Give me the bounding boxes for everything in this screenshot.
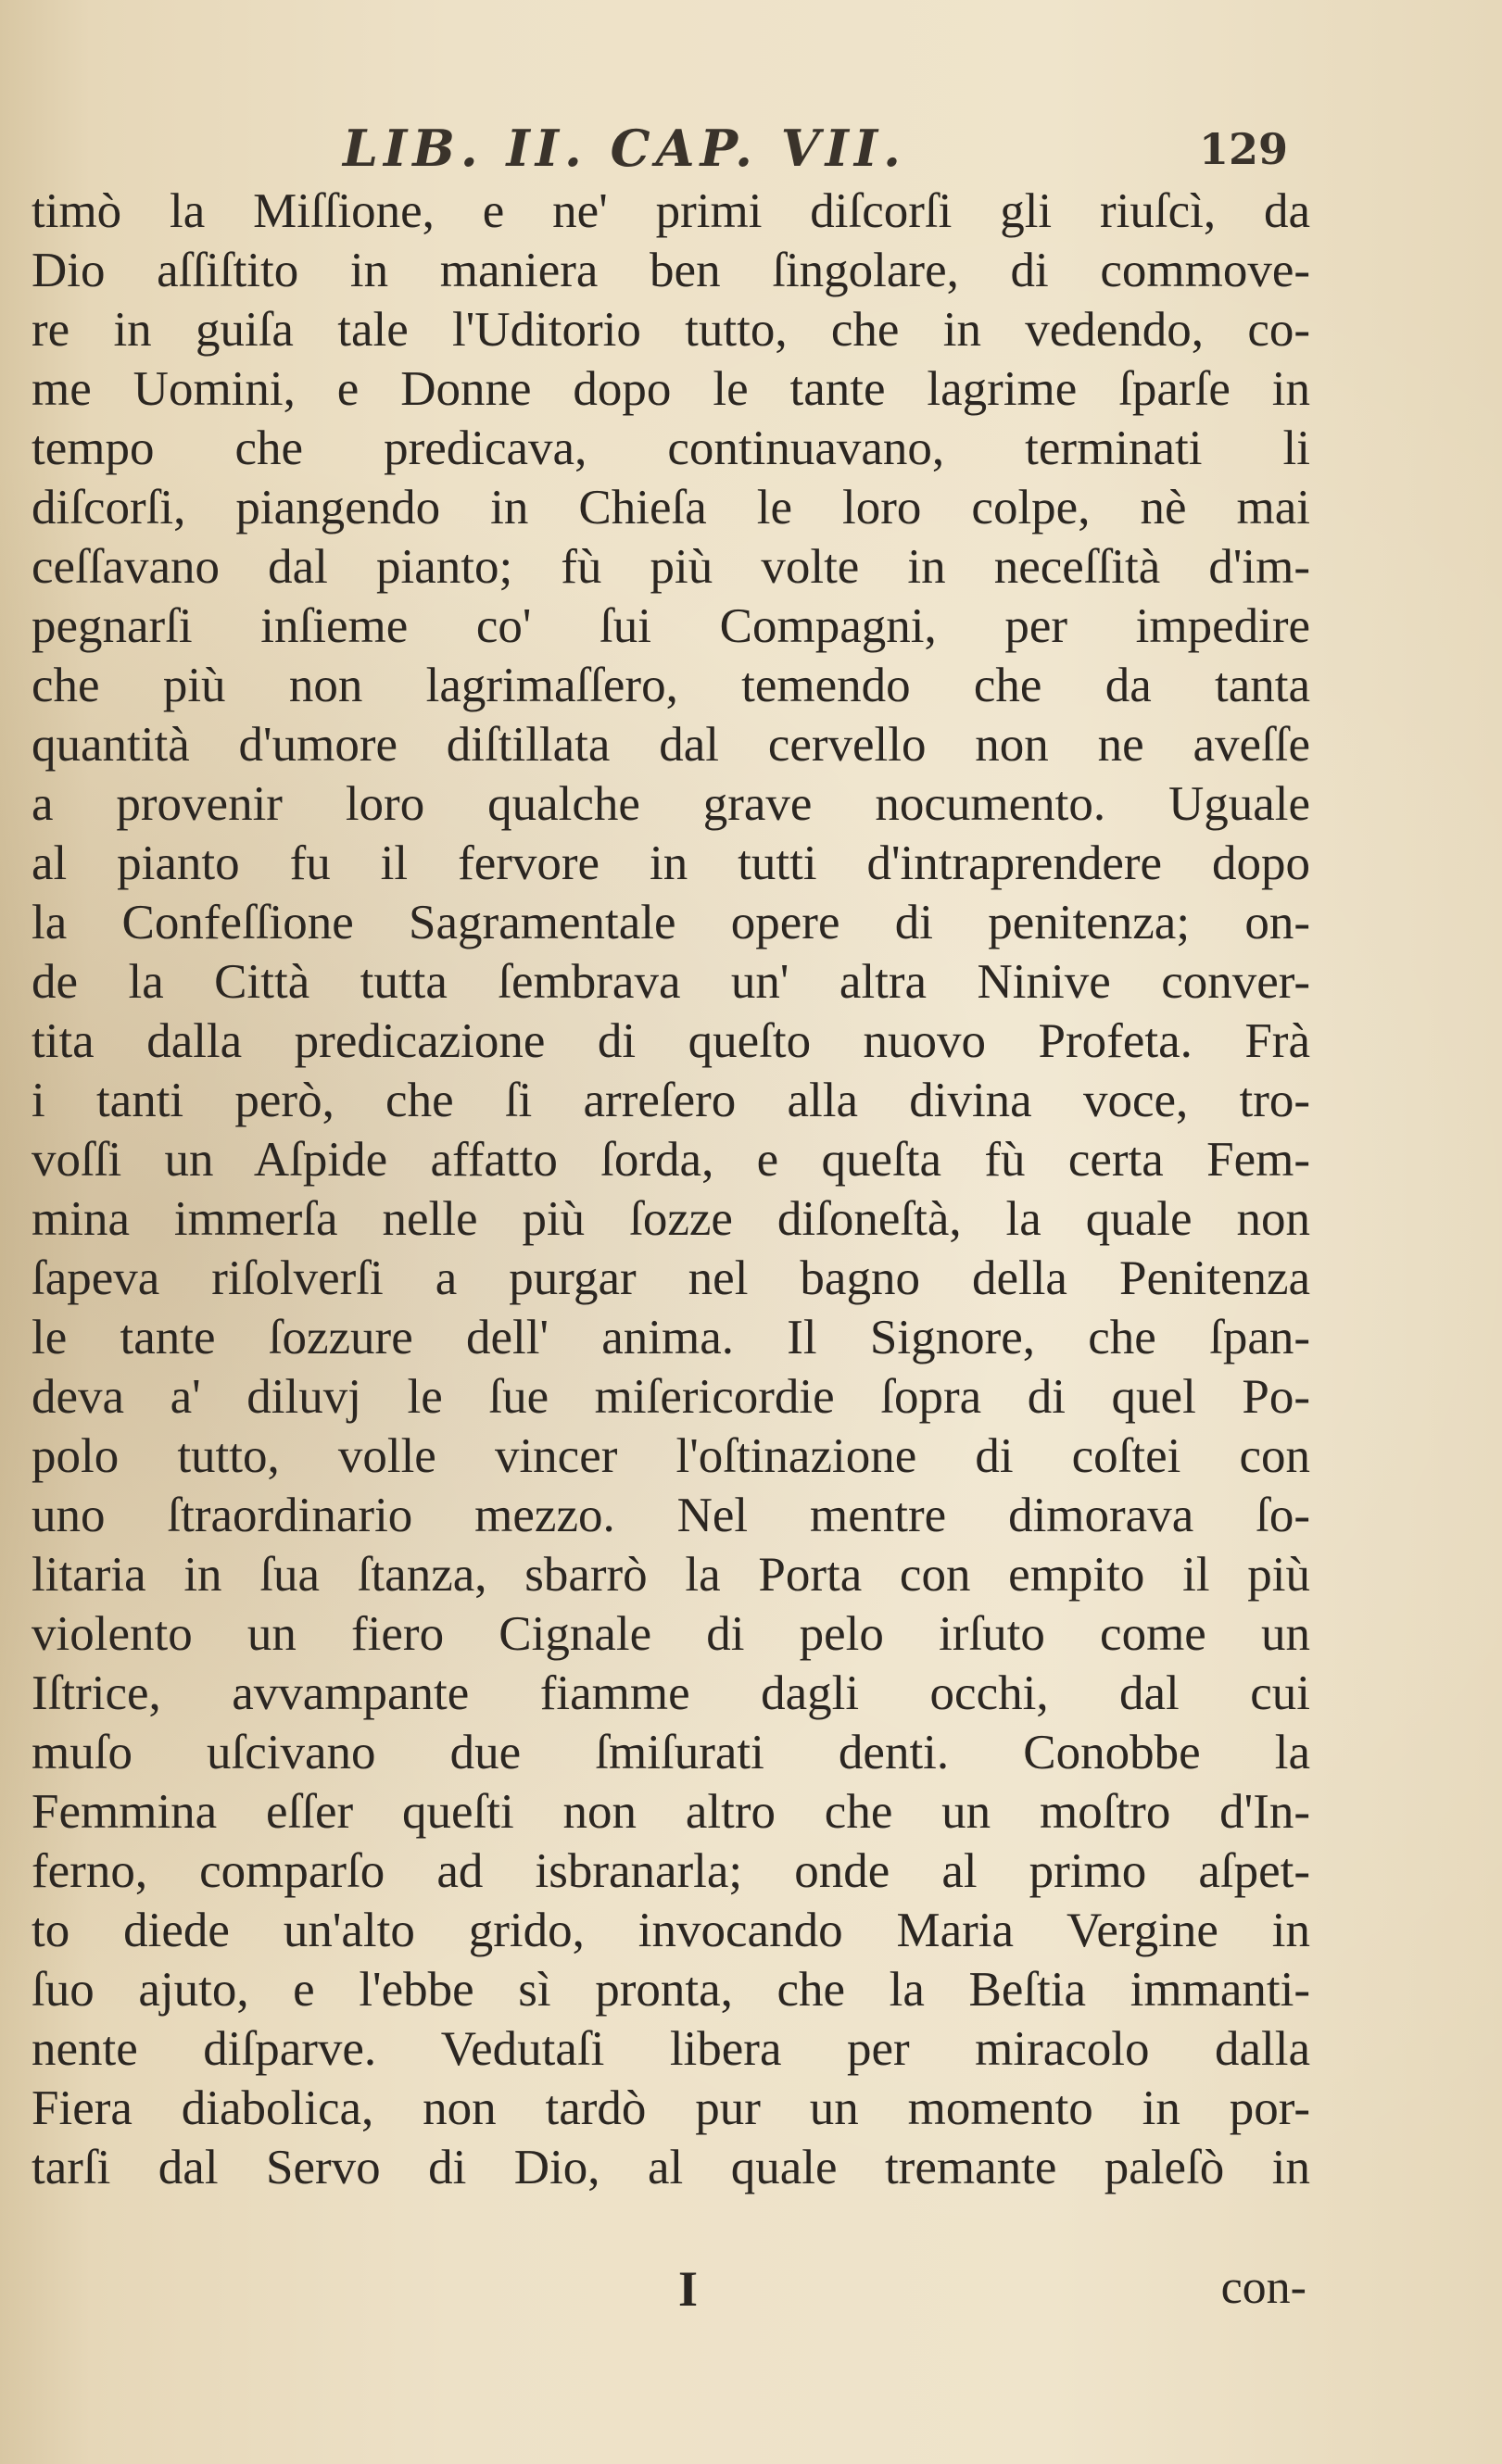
text-line: deva a' diluvj le ſue miſericordie ſopra di quel Po- (32, 1370, 1310, 1424)
text-line: ceſſavano dal pianto; fù più volte in neceſſità d'im- (32, 540, 1310, 594)
text-line: la Confeſſione Sagramentale opere di penitenza; on- (32, 896, 1310, 949)
text-line: re in guiſa tale l'Uditorio tutto, che in vedendo, co- (32, 303, 1310, 357)
text-line: voſſi un Aſpide affatto ſorda, e queſta fù certa Fem- (32, 1133, 1310, 1187)
body-text (32, 182, 1310, 2197)
text-line: timò la Miſſione, e ne' primi diſcorſi gli riuſcì, da (32, 184, 1310, 238)
text-line: ſuo ajuto, e l'ebbe sì pronta, che la Beſtia immanti- (32, 1963, 1310, 2017)
text-line: Femmina eſſer queſti non altro che un moſtro d'In- (32, 1785, 1310, 1839)
text-line: to diede un'alto grido, invocando Maria Vergine in (32, 1904, 1310, 1957)
text-line: litaria in ſua ſtanza, sbarrò la Porta con empito il più (32, 1548, 1310, 1602)
text-line: quantità d'umore diſtillata dal cervello non ne aveſſe (32, 718, 1310, 772)
text-line: ferno, comparſo ad isbranarla; onde al primo aſpet- (32, 1844, 1310, 1898)
text-line: Fiera diabolica, non tardò pur un momento in por- (32, 2081, 1310, 2135)
text-line: che più non lagrimaſſero, temendo che da tanta (32, 659, 1310, 712)
text-line: pegnarſi inſieme co' ſui Compagni, per impedire (32, 599, 1310, 653)
text-line: tita dalla predicazione di queſto nuovo Profeta. Frà (32, 1014, 1310, 1068)
text-line: polo tutto, volle vincer l'oſtinazione di coſtei con (32, 1429, 1310, 1483)
text-line: a provenir loro qualche grave nocumento. Uguale (32, 777, 1310, 831)
text-line: uno ſtraordinario mezzo. Nel mentre dimorava ſo- (32, 1489, 1310, 1542)
text-line: i tanti però, che ſi arreſero alla divina voce, tro- (32, 1074, 1310, 1127)
running-head (37, 119, 1297, 183)
text-line: muſo uſcivano due ſmiſurati denti. Conobbe la (32, 1726, 1310, 1779)
text-line: nente diſparve. Vedutaſi libera per miracolo dalla (32, 2022, 1310, 2076)
text-line: le tante ſozzure dell' anima. Il Signore, che ſpan- (32, 1311, 1310, 1364)
text-line: ſapeva riſolverſi a purgar nel bagno della Penitenza (32, 1251, 1310, 1305)
text-line: tarſi dal Servo di Dio, al quale tremante paleſò in (32, 2141, 1310, 2194)
text-line: mina immerſa nelle più ſozze diſoneſtà, la quale non (32, 1192, 1310, 1246)
signature-mark: I (678, 2261, 699, 2317)
page-footer (32, 2260, 1310, 2325)
text-line: violento un fiero Cignale di pelo irſuto come un (32, 1607, 1310, 1661)
running-title: LIB. II. CAP. VII. (343, 119, 906, 178)
text-line: Iſtrice, avvampante fiamme dagli occhi, dal cui (32, 1666, 1310, 1720)
text-line: de la Città tutta ſembrava un' altra Ninive conver- (32, 955, 1310, 1009)
text-line: me Uomini, e Donne dopo le tante lagrime ſparſe in (32, 362, 1310, 416)
text-line: Dio aſſiſtito in maniera ben ſingolare, di commove- (32, 244, 1310, 297)
catchword: con- (1220, 2261, 1306, 2314)
text-line: diſcorſi, piangendo in Chieſa le loro colpe, nè mai (32, 481, 1310, 534)
text-line: al pianto fu il fervore in tutti d'intraprendere dopo (32, 836, 1310, 890)
text-line: tempo che predicava, continuavano, terminati li (32, 421, 1310, 475)
page-number: 129 (1198, 124, 1288, 174)
